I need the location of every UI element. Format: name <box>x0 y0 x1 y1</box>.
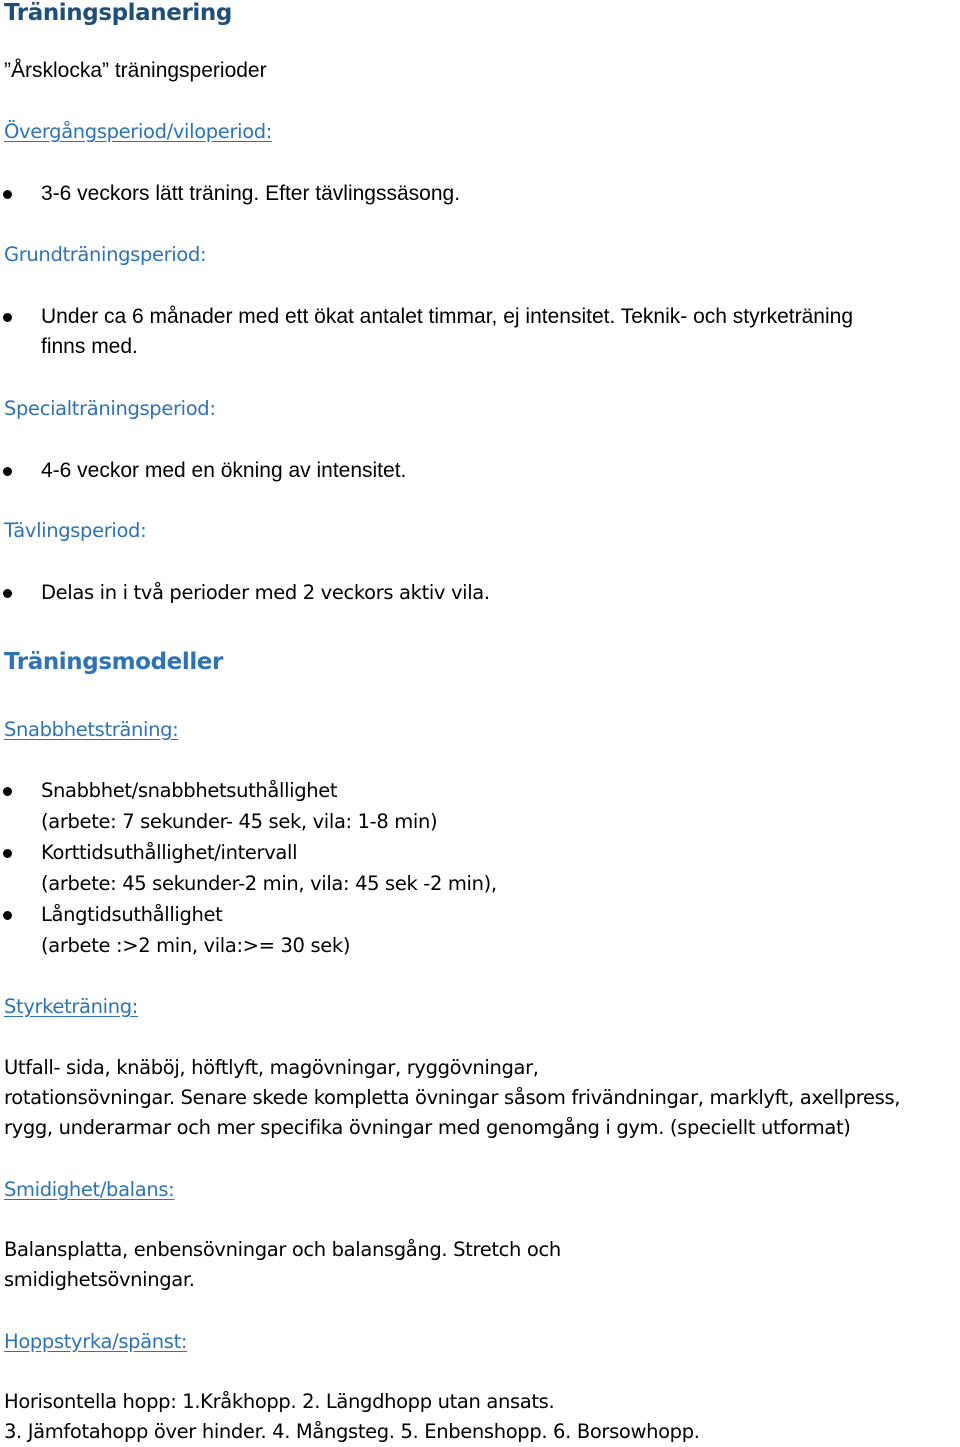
bullet-icon <box>3 849 12 858</box>
list-item-text: Korttidsuthållighet/intervall <box>41 841 298 864</box>
bullet-icon <box>3 467 12 476</box>
list-item-text: 3-6 veckors lätt träning. Efter tävlingssäsong. <box>41 182 461 205</box>
paragraph-line: Balansplatta, enbensövningar och balansgång. Stretch och <box>4 1238 561 1261</box>
period-heading-transition: Övergångsperiod/viloperiod: <box>4 120 273 143</box>
bullet-icon <box>3 190 12 199</box>
bullet-icon <box>3 787 12 796</box>
page-title: Träningsplanering <box>4 0 232 26</box>
list-item-text: Under ca 6 månader med ett ökat antalet timmar, ej intensitet. Teknik- och styrketräning <box>41 305 854 328</box>
list-item-text: Långtidsuthållighet <box>41 903 223 926</box>
list-item-text: Snabbhet/snabbhetsuthållighet <box>41 779 338 802</box>
heading-speed: Snabbhetsträning: <box>4 718 179 741</box>
period-heading-base: Grundträningsperiod: <box>4 243 207 266</box>
page-subtitle: ”Årsklocka” träningsperioder <box>4 59 267 82</box>
heading-agility: Smidighet/balans: <box>4 1178 175 1201</box>
list-item-text: Delas in i två perioder med 2 veckors aktiv vila. <box>41 581 490 604</box>
period-heading-special: Specialträningsperiod: <box>4 397 216 420</box>
section-title-models: Träningsmodeller <box>4 649 223 675</box>
period-heading-competition: Tävlingsperiod: <box>4 519 147 542</box>
list-item-text-continued: finns med. <box>41 335 138 358</box>
paragraph-line: smidighetsövningar. <box>4 1268 195 1291</box>
paragraph-line: 3. Jämfotahopp över hinder. 4. Mångsteg. 5. Enbenshopp. 6. Borsowhopp. <box>4 1420 700 1443</box>
paragraph-line: Utfall- sida, knäböj, höftlyft, magövningar, ryggövningar, <box>4 1056 539 1079</box>
bullet-icon <box>3 313 12 322</box>
heading-jump: Hoppstyrka/spänst: <box>4 1330 188 1353</box>
heading-strength: Styrketräning: <box>4 995 138 1018</box>
bullet-icon <box>3 911 12 920</box>
paragraph-line: rygg, underarmar och mer specifika övningar med genomgång i gym. (speciellt utformat) <box>4 1116 851 1139</box>
paragraph-line: Horisontella hopp: 1.Kråkhopp. 2. Längdhopp utan ansats. <box>4 1390 555 1413</box>
list-item-detail: (arbete: 7 sekunder- 45 sek, vila: 1-8 min) <box>41 810 438 833</box>
list-item-text: 4-6 veckor med en ökning av intensitet. <box>41 459 407 482</box>
list-item-detail: (arbete: 45 sekunder-2 min, vila: 45 sek -2 min), <box>41 872 497 895</box>
bullet-icon <box>3 589 12 598</box>
list-item-detail: (arbete :>2 min, vila:>= 30 sek) <box>41 934 351 957</box>
paragraph-line: rotationsövningar. Senare skede kompletta övningar såsom frivändningar, marklyft, axellpress, <box>4 1086 901 1109</box>
